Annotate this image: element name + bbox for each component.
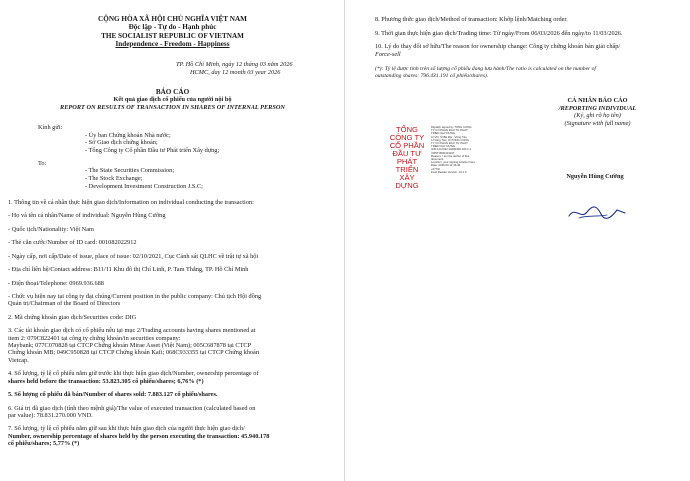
field-phone: - Điện thoại/Telephone: 0969.936.688 — [8, 279, 104, 287]
signer-title-vn: CÁ NHÂN BÁO CÁO — [567, 97, 628, 104]
recipient-vn: - Sở Giao dịch chứng khoán; — [85, 139, 158, 147]
signer-title-en: /REPORTING INDIVIDUAL — [558, 104, 637, 112]
item-4-cont: shares held before the transaction: 53.823.305 cổ phiếu/shares; 6,76% (*) — [8, 377, 204, 385]
stamp-meta-line: TRIỂN XÂY DỰNG — [431, 132, 456, 136]
recipients-list-en — [38, 167, 338, 190]
recipients-label-vn: Kính gửi: — [38, 124, 63, 131]
signer-name: Nguyễn Hùng Cường — [566, 173, 624, 180]
field-position-cont: Quản trị/Chairman of the Board of Directors — [8, 300, 121, 308]
digital-signature-stamp — [386, 125, 478, 190]
item-10: 10. Lý do thay đổi sở hữu/The reason for ownership change: Công ty chứng khoán bán giải chấp/ — [375, 43, 621, 51]
stamp-meta-line: Digitally signed by TỔNG CÔNG — [431, 126, 472, 129]
signer-hint-en: (Signature with full name) — [564, 119, 631, 127]
stamp-meta-line: TY CỔ PHẦN ĐẦU TƯ PHÁT — [431, 129, 468, 133]
recipients-list-vn — [38, 132, 338, 155]
stamp-meta-line: C=VN, S=Bà Rịa - Vũng Tàu, — [431, 135, 468, 139]
signature-header — [510, 97, 685, 127]
field-nationality: - Quốc tịch/Nationality: Việt Nam — [8, 225, 94, 233]
stamp-meta-line: Location: your signing location here — [431, 161, 476, 165]
report-items — [8, 199, 340, 448]
report-page-2 — [345, 0, 690, 481]
signer-hint-vn: (Ký, ghi rõ họ tên) — [574, 112, 621, 120]
field-position: - Chức vụ hiện nay tại công ty đại chúng/Current position in the public company: Chủ tịch Hội đồng — [8, 292, 262, 300]
recipient-vn: - Ủy ban Chứng khoán Nhà nước; — [85, 131, 171, 139]
stamp-line: TỔNG — [396, 125, 418, 134]
stamp-meta-line: Foxit Reader Version: 10.1.0 — [431, 170, 467, 174]
stamp-meta-line: Date: 2026.03.12 16:36 — [431, 164, 461, 168]
item-3-cont: Maybank; 077C070828 tại CTCP Chứng khoán Mirae Asset (Việt Nam); 005C687878 tại CTCP — [8, 342, 252, 350]
country-vn: CỘNG HÒA XÃ HỘI CHỦ NGHĨA VIỆT NAM — [98, 15, 247, 23]
recipients-block — [38, 124, 338, 190]
footnote: (*): Tỷ lệ được tính trên số lượng cổ phiếu đang lưu hành/The ratio is calculated on the number of — [375, 66, 596, 73]
item-10-cont: Force-sell — [375, 50, 401, 58]
item-3-cont: Vietcap. — [8, 356, 29, 364]
national-header — [0, 15, 345, 48]
stamp-meta-line: L=Vũng Tàu, O=TỔNG CÔNG — [431, 138, 469, 142]
country-en: THE SOCIALIST REPUBLIC OF VIETNAM — [101, 31, 244, 40]
item-7-cont: cổ phiếu/shares; 5,77% (*) — [8, 440, 80, 448]
date-vn: TP. Hồ Chí Minh, ngày 12 tháng 03 năm 2026 — [176, 61, 293, 68]
stamp-meta-line: +07'00' — [431, 167, 440, 171]
stamp-meta-line: TRIỂN XÂY DỰNG — [431, 145, 456, 149]
stamp-company-name — [388, 126, 426, 190]
stamp-line: XÂY DỰNG — [395, 172, 419, 190]
item-2: 2. Mã chứng khoán giao dịch/Securities code: DIG — [8, 313, 137, 321]
title-vn-1: BÁO CÁO — [155, 88, 190, 96]
item-5: 5. Số lượng cổ phiếu đã bán/Number of shares sold: 7.883.127 cổ phiếu/shares. — [8, 391, 218, 399]
item-6-cont: par value): 78.831.270.000 VND. — [8, 412, 93, 420]
signature-scribble-icon — [567, 204, 627, 222]
item-3: 3. Các tài khoản giao dịch có cổ phiếu nêu tại mục 2/Trading accounts having shares mentioned at — [8, 327, 256, 335]
recipient-en: - The State Securities Commission; — [85, 167, 175, 175]
handwritten-signature — [567, 204, 627, 227]
footnote-cont: outstanding shares: 796.431.191 cổ phiếu/shares). — [375, 72, 489, 79]
report-date — [176, 61, 341, 77]
motto-en: Independence - Freedom - Happiness — [115, 39, 230, 48]
stamp-line: ĐẦU TƯ — [392, 148, 422, 158]
item-1: 1. Thông tin về cá nhân thực hiện giao dịch/Information on individual conducting the transaction: — [8, 199, 254, 206]
stamp-metadata — [431, 126, 485, 174]
item-3-cont: Chứng khoán MB; 049C950828 tại CTCP Chứng khoán Kafi; 068C933355 tại CTCP Chứng khoán — [8, 349, 259, 357]
field-address: - Địa chỉ liên hệ/Contact address: B11/11 Khu đô thị Chí Linh, P. Tam Thắng, TP. Hồ Chí Minh — [8, 266, 249, 274]
item-8: 8. Phương thức giao dịch/Method of transaction: Khớp lệnh/Matching order. — [375, 16, 568, 23]
stamp-meta-line: OID.0.9.2342.19200300.100.1.1 — [431, 148, 471, 152]
item-9: 9. Thời gian thực hiện giao dịch/Trading time: Từ ngày/From 06/03/2026 đến ngày/to 11/03/2026. — [375, 29, 623, 37]
report-title — [0, 88, 345, 111]
date-en: HCMC, day 12 month 03 year 2026 — [190, 68, 281, 76]
stamp-meta-line: Reason: I am the author of this — [431, 154, 470, 158]
item-7-cont: Number, ownership percentage of shares held by the person executing the transaction: 45.940.178 — [8, 432, 270, 440]
stamp-line: CỔ PHẦN — [389, 140, 425, 150]
recipient-vn: - Tổng Công ty Cổ phần Đầu tư Phát triển Xây dựng; — [85, 147, 220, 155]
item-6: 6. Giá trị đã giao dịch (tính theo mệnh giá)/The value of executed transaction (calculated based on — [8, 404, 256, 412]
item-4: 4. Số lượng, tỷ lệ cổ phiếu nắm giữ trước khi thực hiện giao dịch/Number, ownership percentage of — [8, 370, 259, 378]
item-3-cont: item 2: 079C822401 tại công ty chứng khoán/in securities company: — [8, 334, 181, 342]
recipients-label-en: To: — [38, 159, 47, 167]
report-items-continued — [375, 16, 687, 80]
field-issue: - Ngày cấp, nơi cấp/Date of issue, place of issue: 02/10/2021, Cục Cảnh sát QLHC về trật tự xã hội — [8, 252, 259, 260]
field-id-card: - Thẻ căn cước/Number of ID card: 001082022912 — [8, 239, 137, 247]
recipient-en: - Development Investment Construction J.S.C; — [85, 182, 203, 190]
stamp-meta-line: =MST:3500101107 — [431, 151, 455, 155]
motto-vn: Độc lập - Tự do - Hạnh phúc — [128, 23, 217, 32]
title-vn-2: Kết quả giao dịch cổ phiếu của người nội bộ — [113, 96, 232, 104]
item-7: 7. Số lượng, tỷ lệ cổ phiếu nắm giữ sau khi thực hiện giao dịch của người thực hiện giao dịch/ — [8, 425, 245, 433]
stamp-meta-line: document — [431, 158, 444, 162]
stamp-meta-line: TY CỔ PHẦN ĐẦU TƯ PHÁT — [431, 142, 468, 146]
stamp-line: PHÁT TRIỂN — [395, 156, 419, 174]
title-en: REPORT ON RESULTS OF TRANSACTION IN SHARES OF INTERNAL PERSON — [60, 103, 285, 111]
recipient-en: - The Stock Exchange; — [85, 175, 143, 183]
stamp-line: CÔNG TY — [389, 132, 425, 142]
field-name: - Họ và tên cá nhân/Name of individual: Nguyễn Hùng Cường — [8, 212, 166, 220]
